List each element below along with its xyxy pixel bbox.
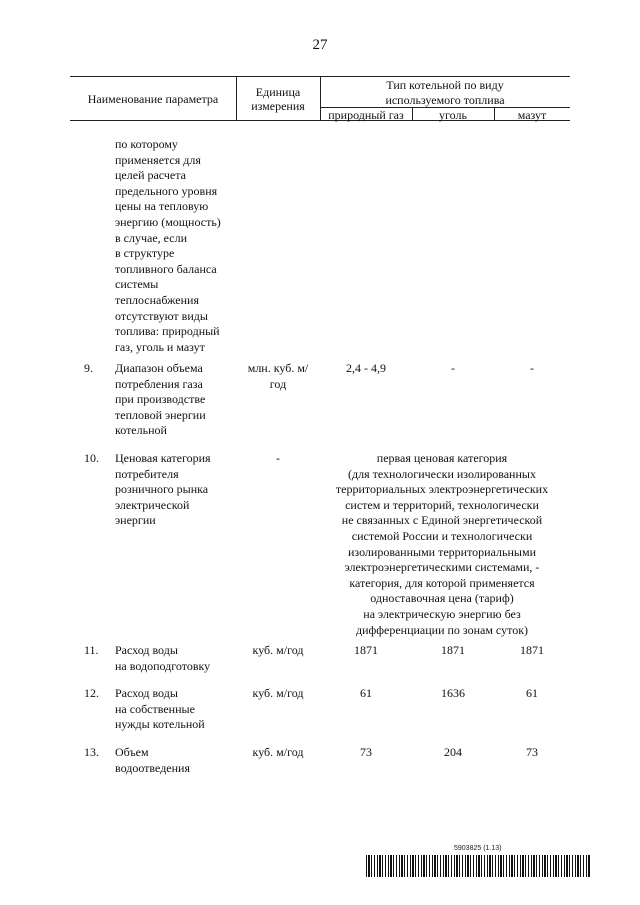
text-line: в структуре bbox=[115, 246, 175, 261]
header-boiler-type-line1: Тип котельной по виду bbox=[386, 78, 504, 92]
text-line: котельной bbox=[115, 423, 167, 438]
row-number: 13. bbox=[84, 745, 99, 759]
text-line: водоотведения bbox=[115, 760, 190, 775]
row-unit bbox=[236, 686, 320, 702]
text-line: (для технологически изолированных bbox=[348, 466, 536, 481]
text-line: дифференциации по зонам суток) bbox=[355, 622, 529, 637]
barcode bbox=[366, 855, 590, 877]
cell-oil: 1871 bbox=[520, 643, 544, 657]
header-fuel-coal: уголь bbox=[439, 108, 467, 122]
cell-oil: 61 bbox=[526, 686, 538, 700]
header-fuel-gas: природный газ bbox=[328, 108, 404, 122]
text-line: Ценовая категория bbox=[115, 451, 211, 465]
row-name bbox=[115, 361, 240, 439]
text-line: Объем bbox=[115, 745, 149, 759]
row-number: 9. bbox=[84, 361, 93, 375]
text-line: в случае, если bbox=[115, 230, 188, 245]
text-line: не связанных с Единой энергетической bbox=[341, 513, 543, 528]
header-param: Наименование параметра bbox=[87, 92, 219, 106]
row-number: 10. bbox=[84, 451, 99, 465]
row-name bbox=[115, 745, 240, 776]
text-line: год bbox=[269, 376, 287, 391]
text-line: изолированными территориальными bbox=[348, 544, 536, 559]
text-line: на собственные bbox=[115, 701, 195, 716]
text-line: на водоподготовку bbox=[115, 658, 211, 673]
cell-coal: 204 bbox=[444, 745, 462, 759]
text-line: отсутствуют виды bbox=[115, 308, 208, 323]
text-line: системы bbox=[115, 277, 159, 292]
row-unit bbox=[236, 361, 320, 392]
text-line: на электрическую энергию без bbox=[363, 606, 521, 621]
cell-coal: 1871 bbox=[441, 643, 465, 657]
text-line: электрической bbox=[115, 497, 190, 512]
text-line: млн. куб. м/ bbox=[247, 361, 309, 375]
text-line: газ, уголь и мазут bbox=[115, 339, 205, 354]
cell-coal: - bbox=[451, 361, 455, 375]
text-line: первая ценовая категория bbox=[376, 451, 508, 465]
row-name bbox=[115, 686, 240, 733]
cell-gas: 73 bbox=[360, 745, 372, 759]
continuation-text bbox=[115, 137, 245, 355]
text-line: - bbox=[276, 451, 280, 465]
text-line: куб. м/год bbox=[252, 745, 304, 759]
text-line: энергию (мощность) bbox=[115, 214, 221, 229]
text-line: системой России и технологически bbox=[351, 528, 533, 543]
cell-gas: 2,4 - 4,9 bbox=[346, 361, 386, 375]
text-line: куб. м/год bbox=[252, 686, 304, 700]
text-line: цены на тепловую bbox=[115, 199, 209, 214]
text-line: куб. м/год bbox=[252, 643, 304, 657]
page-number: 27 bbox=[312, 37, 328, 53]
merged-fuel-cell bbox=[310, 451, 574, 638]
text-line: нужды котельной bbox=[115, 717, 205, 732]
row-unit bbox=[236, 451, 320, 467]
text-line: применяется для bbox=[115, 152, 201, 167]
text-line: электроэнергетическими системами, - bbox=[344, 560, 540, 575]
row-number: 12. bbox=[84, 686, 99, 700]
text-line: Расход воды bbox=[115, 686, 178, 700]
text-line: топлива: природный bbox=[115, 324, 220, 339]
cell-coal: 1636 bbox=[441, 686, 465, 700]
cell-oil: - bbox=[530, 361, 534, 375]
text-line: топливного баланса bbox=[115, 261, 217, 276]
text-line: Диапазон объема bbox=[115, 361, 203, 375]
header-boiler-type-line2: используемого топлива bbox=[385, 93, 505, 107]
cell-gas: 1871 bbox=[354, 643, 378, 657]
text-line: по которому bbox=[115, 137, 178, 151]
text-line: энергии bbox=[115, 513, 156, 528]
text-line: категория, для которой применяется bbox=[349, 575, 535, 590]
text-line: Расход воды bbox=[115, 643, 178, 657]
header-unit-line1: Единица bbox=[255, 85, 301, 99]
row-name bbox=[115, 643, 240, 674]
header-fuel-oil: мазут bbox=[517, 108, 547, 122]
barcode-caption: 5903825 (1.13) bbox=[454, 845, 502, 852]
cell-gas: 61 bbox=[360, 686, 372, 700]
text-line: потребления газа bbox=[115, 376, 203, 391]
text-line: при производстве bbox=[115, 392, 206, 407]
row-unit bbox=[236, 643, 320, 659]
text-line: территориальных электроэнергетических bbox=[335, 482, 549, 497]
cell-oil: 73 bbox=[526, 745, 538, 759]
text-line: систем и территорий, технологически bbox=[345, 497, 539, 512]
row-unit bbox=[236, 745, 320, 761]
text-line: потребителя bbox=[115, 466, 179, 481]
row-name bbox=[115, 451, 240, 529]
text-line: тепловой энергии bbox=[115, 407, 206, 422]
text-line: розничного рынка bbox=[115, 482, 209, 497]
text-line: теплоснабжения bbox=[115, 292, 199, 307]
header-unit-line2: измерения bbox=[251, 99, 305, 113]
row-number: 11. bbox=[84, 643, 99, 657]
text-line: целей расчета bbox=[115, 168, 186, 183]
text-line: предельного уровня bbox=[115, 183, 218, 198]
text-line: одноставочная цена (тариф) bbox=[370, 591, 514, 606]
